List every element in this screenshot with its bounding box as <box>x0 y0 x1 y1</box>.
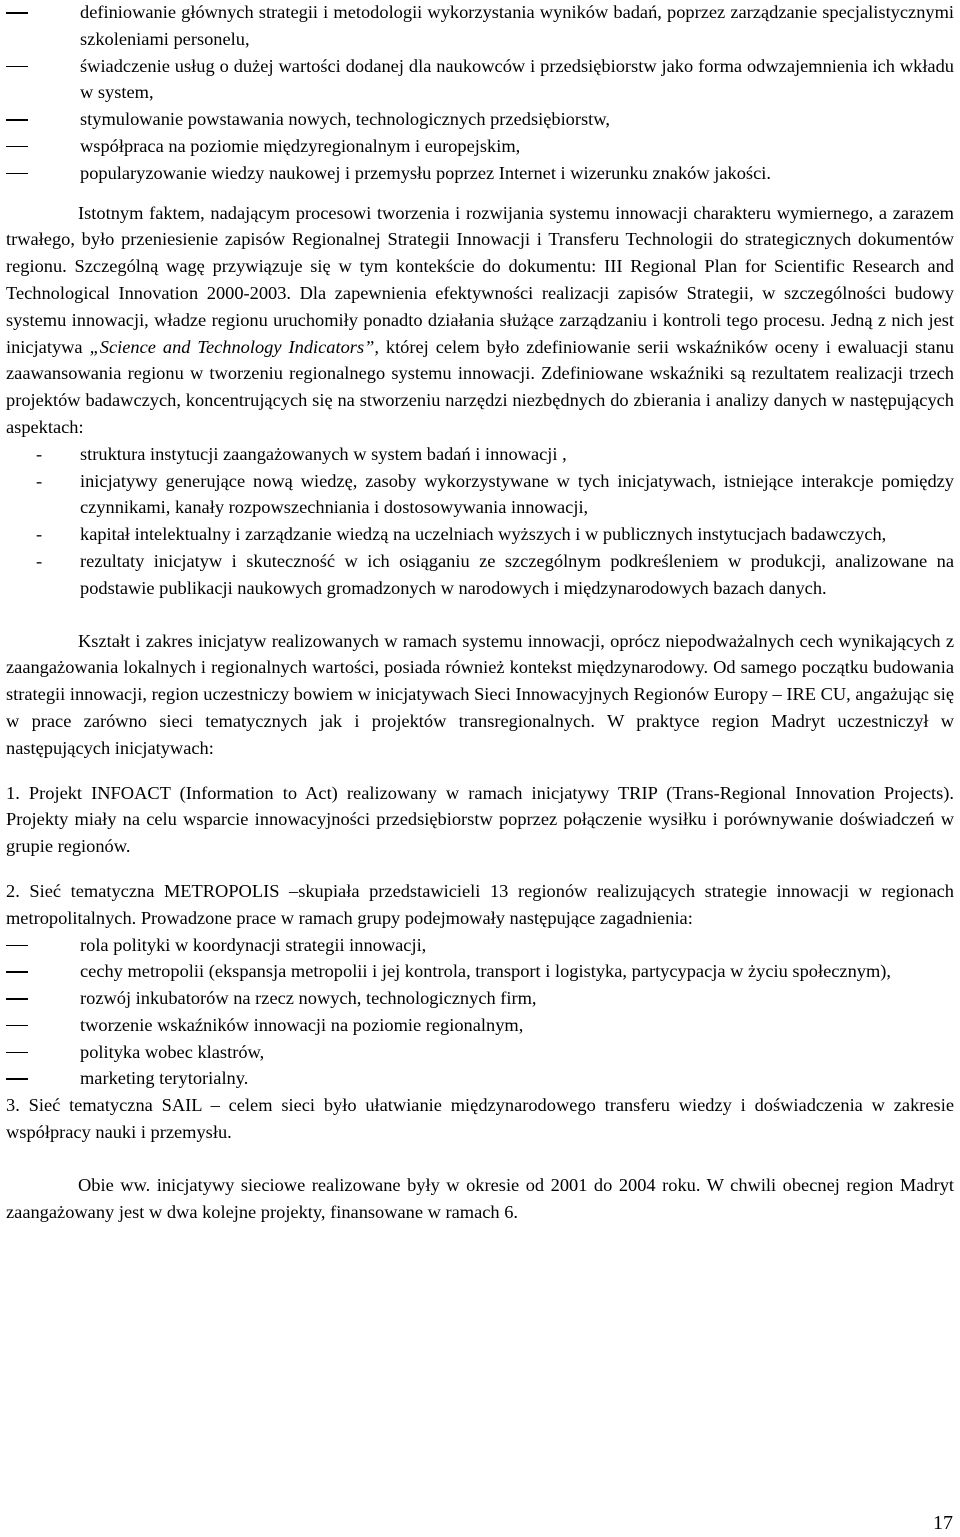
list-item: definiowanie głównych strategii i metodologii wykorzystania wyników badań, poprzez zarządzanie specjalistycznymi szkoleniami personelu, <box>6 0 954 53</box>
hyphen-bullet: - <box>36 550 43 571</box>
hyphen-bullet: - <box>36 524 43 545</box>
list-item: współpraca na poziomie międzyregionalnym i europejskim, <box>6 133 954 160</box>
list-item: cechy metropolii (ekspansja metropolii i jej kontrola, transport i logistyka, partycypacja w życiu społecznym), <box>6 958 954 985</box>
dash-bullet-icon <box>6 1052 28 1054</box>
paragraph-indicators: Istotnym faktem, nadającym procesowi tworzenia i rozwijania systemu innowacji charakteru wymiernego, a zarazem trwałego, było przeniesienie zapisów Regionalnej Strategii Innowacji i Transferu Technologii do strategicznych dokumentów regionu. Szczególną wagę przywiązuje się w tym kontekście do dokumentu: III Regional Plan for Scientific Research and Technological Innovation 2000-2003. Dla zapewnienia efektywności realizacji zapisów Strategii, w szczególności budowy systemu innowacji, władze regionu uruchomiły ponadto działania służące zarządzaniu i kontroli tego procesu. Jedną z nich jest inicjatywa „Science and Technology Indicators”, której celem było zdefiniowanie serii wskaźników oceny i ewaluacji stanu zaawansowania regionu w tworzeniu regionalnego systemu innowacji. Zdefiniowane wskaźniki są rezultatem realizacji trzech projektów badawczych, koncentrujących się na stworzeniu narzędzi niezbędnych do zbierania i analizy danych w następujących aspektach: <box>6 202 954 437</box>
dash-bullet-icon <box>6 119 28 121</box>
list-item: - kapitał intelektualny i zarządzanie wiedzą na uczelniach wyższych i w publicznych instytucjach badawczych, <box>6 521 954 548</box>
dash-bullet-icon <box>6 1078 28 1080</box>
page-number: 17 <box>933 1512 953 1534</box>
dash-bullet-icon <box>6 173 28 175</box>
hyphen-bullet: - <box>36 443 43 464</box>
top-dash-list <box>6 0 954 187</box>
initiative-name: „Science and Technology Indicators”, <box>89 336 379 357</box>
list-item: świadczenie usług o dużej wartości dodanej dla naukowców i przedsiębiorstw jako forma odwzajemnienia ich wkładu w system, <box>6 53 954 107</box>
dash-bullet-icon <box>6 146 28 148</box>
list-item: tworzenie wskaźników innowacji na poziomie regionalnym, <box>6 1012 954 1039</box>
metropolis-list <box>6 932 954 1093</box>
list-item: rola polityki w koordynacji strategii innowacji, <box>6 932 954 959</box>
list-item: - rezultaty inicjatyw i skuteczność w ich osiąganiu ze szczególnym podkreśleniem w produkcji, analizowane na podstawie publikacji naukowych gromadzonych w narodowych i międzynarodowych bazach danych. <box>6 548 954 602</box>
initiative-2: 2. Sieć tematyczna METROPOLIS –skupiała przedstawicieli 13 regionów realizujących strategie innowacji w regionach metropolitalnych. Prowadzone prace w ramach grupy podejmowały następujące zagadnienia: <box>6 880 954 928</box>
initiative-1: 1. Projekt INFOACT (Information to Act) realizowany w ramach inicjatywy TRIP (Trans-Regional Innovation Projects). Projekty miały na celu wsparcie innowacyjności przedsiębiorstw poprzez połączenie wysiłku i porównywanie doświadczeń w grupie regionów. <box>6 782 954 857</box>
dash-bullet-icon <box>6 998 28 1000</box>
paragraph-summary: Obie ww. inicjatywy sieciowe realizowane były w okresie od 2001 do 2004 roku. W chwili obecnej region Madryt zaangażowany jest w dwa kolejne projekty, finansowane w ramach 6. <box>6 1174 954 1222</box>
dash-bullet-icon <box>6 971 28 973</box>
aspects-list <box>6 441 954 602</box>
dash-bullet-icon <box>6 1025 28 1027</box>
list-item: stymulowanie powstawania nowych, technologicznych przedsiębiorstw, <box>6 106 954 133</box>
hyphen-bullet: - <box>36 470 43 491</box>
list-item: popularyzowanie wiedzy naukowej i przemysłu poprzez Internet i wizerunku znaków jakości. <box>6 160 954 187</box>
dash-bullet-icon <box>6 66 28 68</box>
initiative-3: 3. Sieć tematyczna SAIL – celem sieci było ułatwianie międzynarodowego transferu wiedzy i doświadczenia w zakresie współpracy nauki i przemysłu. <box>6 1095 954 1143</box>
list-item: - struktura instytucji zaangażowanych w system badań i innowacji , <box>6 441 954 468</box>
document-page <box>6 0 954 1225</box>
list-item: polityka wobec klastrów, <box>6 1039 954 1066</box>
list-item: - inicjatywy generujące nową wiedzę, zasoby wykorzystywane w tych inicjatywach, istniejące interakcje pomiędzy czynnikami, kanały rozpowszechniania i dostosowywania innowacji, <box>6 468 954 522</box>
dash-bullet-icon <box>6 12 28 14</box>
list-item: rozwój inkubatorów na rzecz nowych, technologicznych firm, <box>6 985 954 1012</box>
paragraph-international: Kształt i zakres inicjatyw realizowanych w ramach systemu innowacji, oprócz niepodważalnych cech wynikających z zaangażowania lokalnych i regionalnych wartości, posiada również kontekst międzynarodowy. Od samego początku budowania strategii innowacji, region uczestniczy bowiem w inicjatywach Sieci Innowacyjnych Regionów Europy – IRE CU, angażując się w prace zarówno sieci tematycznych jak i projektów transregionalnych. W praktyce region Madryt uczestniczył w następujących inicjatywach: <box>6 630 954 758</box>
dash-bullet-icon <box>6 945 28 947</box>
list-item: marketing terytorialny. <box>6 1065 954 1092</box>
